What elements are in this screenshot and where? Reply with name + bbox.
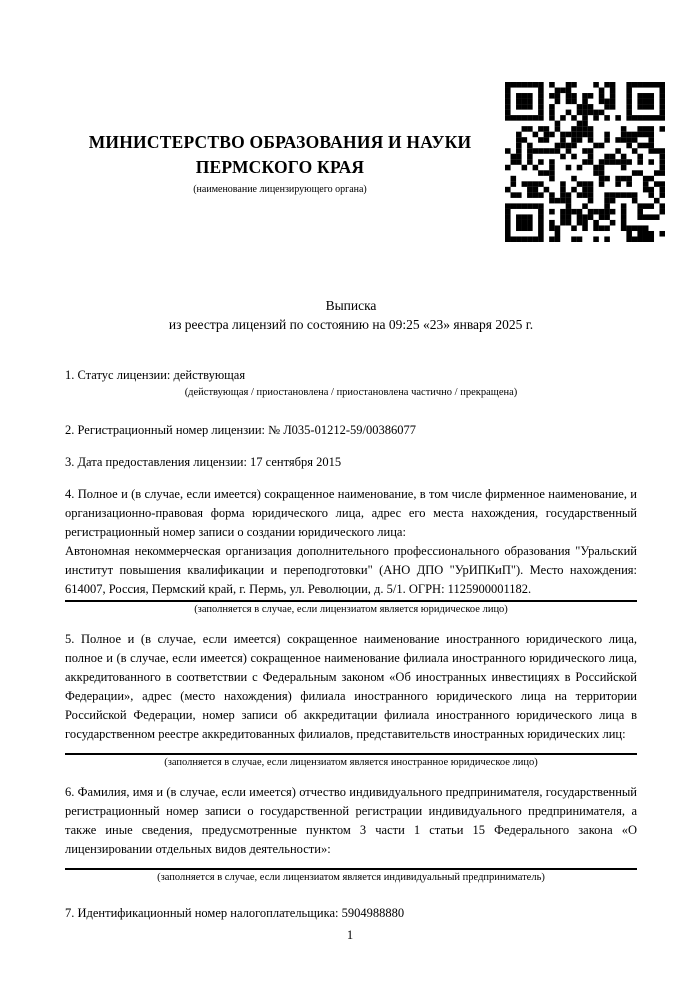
authority-name-line2: ПЕРМСКОГО КРАЯ [195,157,365,177]
item-1-status-note: (действующая / приостановлена / приостановлена частично / прекращена) [184,387,518,398]
item-4-value: Автономная некоммерческая организация дополнительного профессионального образования "Уральский институт повышения квалификации и переподготовки" (АНО ДПО "УрИПКиП"). Место нахождения: 614007, Россия, Пермский край, г. Пермь, ул. Революции, д. 5/1. ОГРН: 1125900001182. [65,544,637,596]
item-4-note: (заполняется в случае, если лицензиатом является юридическое лицо) [194,604,508,615]
item-2-registration-number: 2. Регистрационный номер лицензии: № Л035-01212-59/00386077 [65,423,416,437]
item-5-note: (заполняется в случае, если лицензиатом является иностранное юридическое лицо) [164,757,538,768]
extract-title: Выписка [325,298,377,313]
item-6-fill-line [65,868,637,870]
authority-caption: (наименование лицензирующего органа) [193,184,367,195]
extract-title-block [65,296,637,334]
item-4-fill-line [65,600,637,602]
item-4-legal-entity-section [65,485,637,616]
authority-name-line1: МИНИСТЕРСТВО ОБРАЗОВАНИЯ И НАУКИ [88,132,472,152]
page-number: 1 [346,928,354,942]
licensing-authority-name [65,130,495,180]
item-7-taxpayer-number: 7. Идентификационный номер налогоплательщика: 5904988880 [65,906,405,920]
document-content [65,0,637,923]
item-5-foreign-entity-section [65,630,637,769]
item-6-note: (заполняется в случае, если лицензиатом является индивидуальный предприниматель) [157,872,545,883]
extract-subtitle: из реестра лицензий по состоянию на 09:25 «23» января 2025 г. [168,317,534,332]
item-4-label: 4. Полное и (в случае, если имеется) сокращенное наименование, в том числе фирменное наименование, и организационно-правовая форма юридического лица, адрес его места нахождения, государственный регистрационный номер записи о создании юридического лица: [65,487,637,539]
item-6-entrepreneur-section [65,783,637,884]
item-3-grant-date: 3. Дата предоставления лицензии: 17 сентября 2015 [65,455,342,469]
item-1-license-status: 1. Статус лицензии: действующая [65,368,246,382]
item-6-label: 6. Фамилия, имя и (в случае, если имеется) отчество индивидуального предпринимателя, государственный регистрационный номер записи о государственной регистрации индивидуального предпринимателя, а также иные сведения, предусмотренные пунктом 3 части 1 статьи 15 Федерального закона «О лицензировании отдельных видов деятельности»: [65,785,637,856]
item-5-fill-line [65,753,637,755]
item-5-label: 5. Полное и (в случае, если имеется) сокращенное наименование иностранного юридического лица, полное и (в случае, если имеется) сокращенное наименование филиала иностранного юридического лица, аккредитованного в соответствии с Федеральным законом «Об иностранных инвестициях в Российской Федерации», адрес (место нахождения) филиала иностранного юридического лица на территории Российской Федерации, номер записи об аккредитации филиала иностранного юридического лица в государственном реестре аккредитованных филиалов, представительств иностранных юридических лиц: [65,632,637,741]
